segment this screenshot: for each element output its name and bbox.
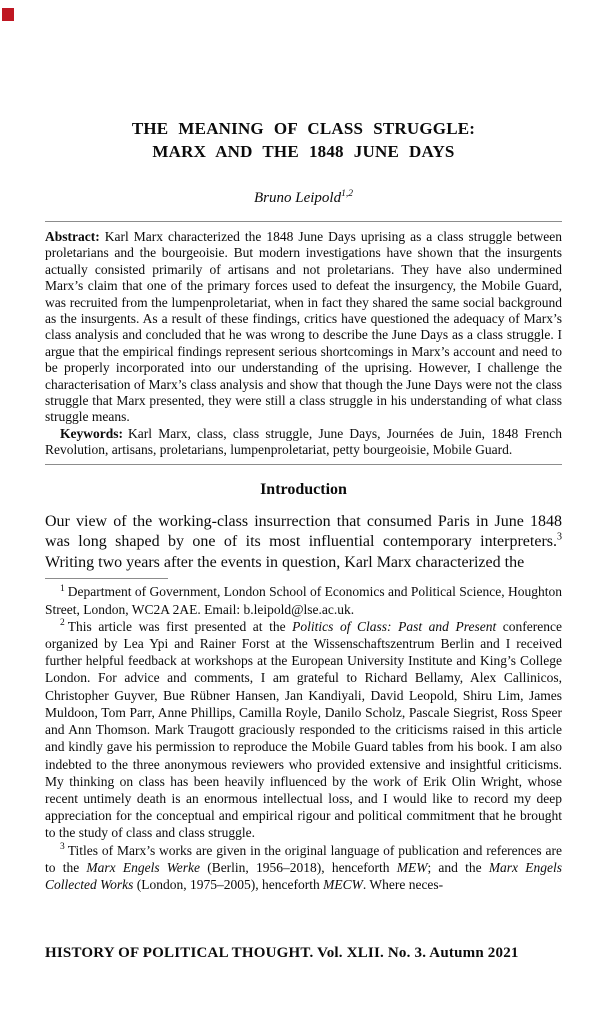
keywords-label: Keywords: bbox=[60, 425, 123, 441]
intro-footnote-ref: 3 bbox=[557, 531, 562, 543]
abstract-label: Abstract: bbox=[45, 229, 100, 244]
footnote-3-text: Titles of Marx’s works are given in the original language of publication and references are to the Marx Engels Werke (Berlin, 1956–2018), henceforth MEW; and the Marx Engels Collected Works (London, 1975–2005), henceforth MECW. Where neces- bbox=[45, 842, 562, 892]
footnote-separator bbox=[45, 578, 168, 579]
footnote-1 bbox=[45, 583, 562, 617]
intro-text-before-ref: Our view of the working-class insurrection that consumed Paris in June 1848 was long shaped by one of its most influential contemporary interpreters. bbox=[45, 512, 562, 551]
keywords-paragraph bbox=[45, 426, 562, 459]
article-title-line1: THE MEANING OF CLASS STRUGGLE: bbox=[131, 119, 476, 138]
keywords-text: Karl Marx, class, class struggle, June Days, Journées de Juin, 1848 French Revolution, artisans, proletarians, lumpenproletariat, petty bourgeoisie, Mobile Guard. bbox=[45, 425, 562, 458]
footnote-2 bbox=[45, 618, 562, 842]
article-title bbox=[45, 117, 562, 163]
divider-bottom bbox=[45, 464, 562, 465]
abstract-text: Karl Marx characterized the 1848 June Days uprising as a class struggle between proletarians and the bourgeoisie. But modern investigations have shown that the insurgents actually consisted primarily of artisans and not proletarians. They have also undermined Marx’s claim that one of the primary forces used to defeat the insurgency, the Mobile Guard, was recruited from the lumpenproletariat, when in fact they shared the same social background as the insurgents. As a result of these findings, critics have questioned the adequacy of Marx’s class analysis and concluded that he was wrong to describe the June Days as a class struggle. I argue that the empirical findings represent serious shortcomings in Marx’s account and need to be properly incorporated into our understanding of the uprising. However, I challenge the characterisation of Marx’s class analysis and show that though the June Days were not the class struggle that Marx presented, they were still a class struggle in his understanding of what class struggle means. bbox=[45, 229, 562, 425]
author-footnote-refs: 1,2 bbox=[341, 189, 353, 199]
divider-top bbox=[45, 221, 562, 222]
abstract-block bbox=[45, 229, 562, 459]
footnote-3 bbox=[45, 842, 562, 894]
section-heading-introduction: Introduction bbox=[260, 480, 347, 498]
red-marker bbox=[2, 8, 14, 21]
footnotes-block bbox=[45, 583, 562, 893]
footnote-1-marker: 1 bbox=[60, 583, 65, 594]
footnote-2-marker: 2 bbox=[60, 618, 65, 629]
abstract-paragraph bbox=[45, 229, 562, 426]
intro-text-after-ref: Writing two years after the events in question, Karl Marx characterized the bbox=[45, 553, 525, 571]
intro-paragraph bbox=[45, 512, 562, 574]
journal-footer: HISTORY OF POLITICAL THOUGHT. Vol. XLII. No. 3. Autumn 2021 bbox=[45, 945, 519, 961]
article-title-line2: MARX AND THE 1848 JUNE DAYS bbox=[152, 142, 455, 161]
footnote-2-text: This article was first presented at the Politics of Class: Past and Present conference organized by Lea Ypi and Rainer Forst at the Wissenschaftszentrum Berlin and I received further helpful feedback at workshops at the European University Institute and King’s College London. For advice and comments, I am grateful to Richard Bellamy, Alex Callinicos, Christopher Guyver, Bue Rübner Hansen, Jan Kandiyali, David Leopold, Shiru Lim, James Muldoon, Tom Parr, Anne Phillips, Camilla Royle, Danilo Scholz, Pascale Siegrist, Ross Speer and Ann Thomson. Mark Traugott graciously responded to the criticisms raised in this article and kindly gave his permission to reproduce the Mobile Guard tables from his book. I am also indebted to the three anonymous reviewers who provided extensive and insightful criticisms. My thinking on class has been heavily influenced by the work of Erik Olin Wright, whose recent untimely death is an enormous intellectual loss, and I would like to record my deep appreciation for the conceptual and empirical rigour and political commitment that he brought to the study of class and class struggle. bbox=[45, 618, 562, 841]
author-name: Bruno Leipold bbox=[254, 190, 342, 206]
author-line bbox=[45, 185, 562, 207]
footnote-1-text: Department of Government, London School of Economics and Political Science, Houghton Street, London, WC2A 2AE. Email: b.leipold@lse.ac.uk. bbox=[45, 584, 562, 617]
footnote-3-marker: 3 bbox=[60, 842, 65, 853]
